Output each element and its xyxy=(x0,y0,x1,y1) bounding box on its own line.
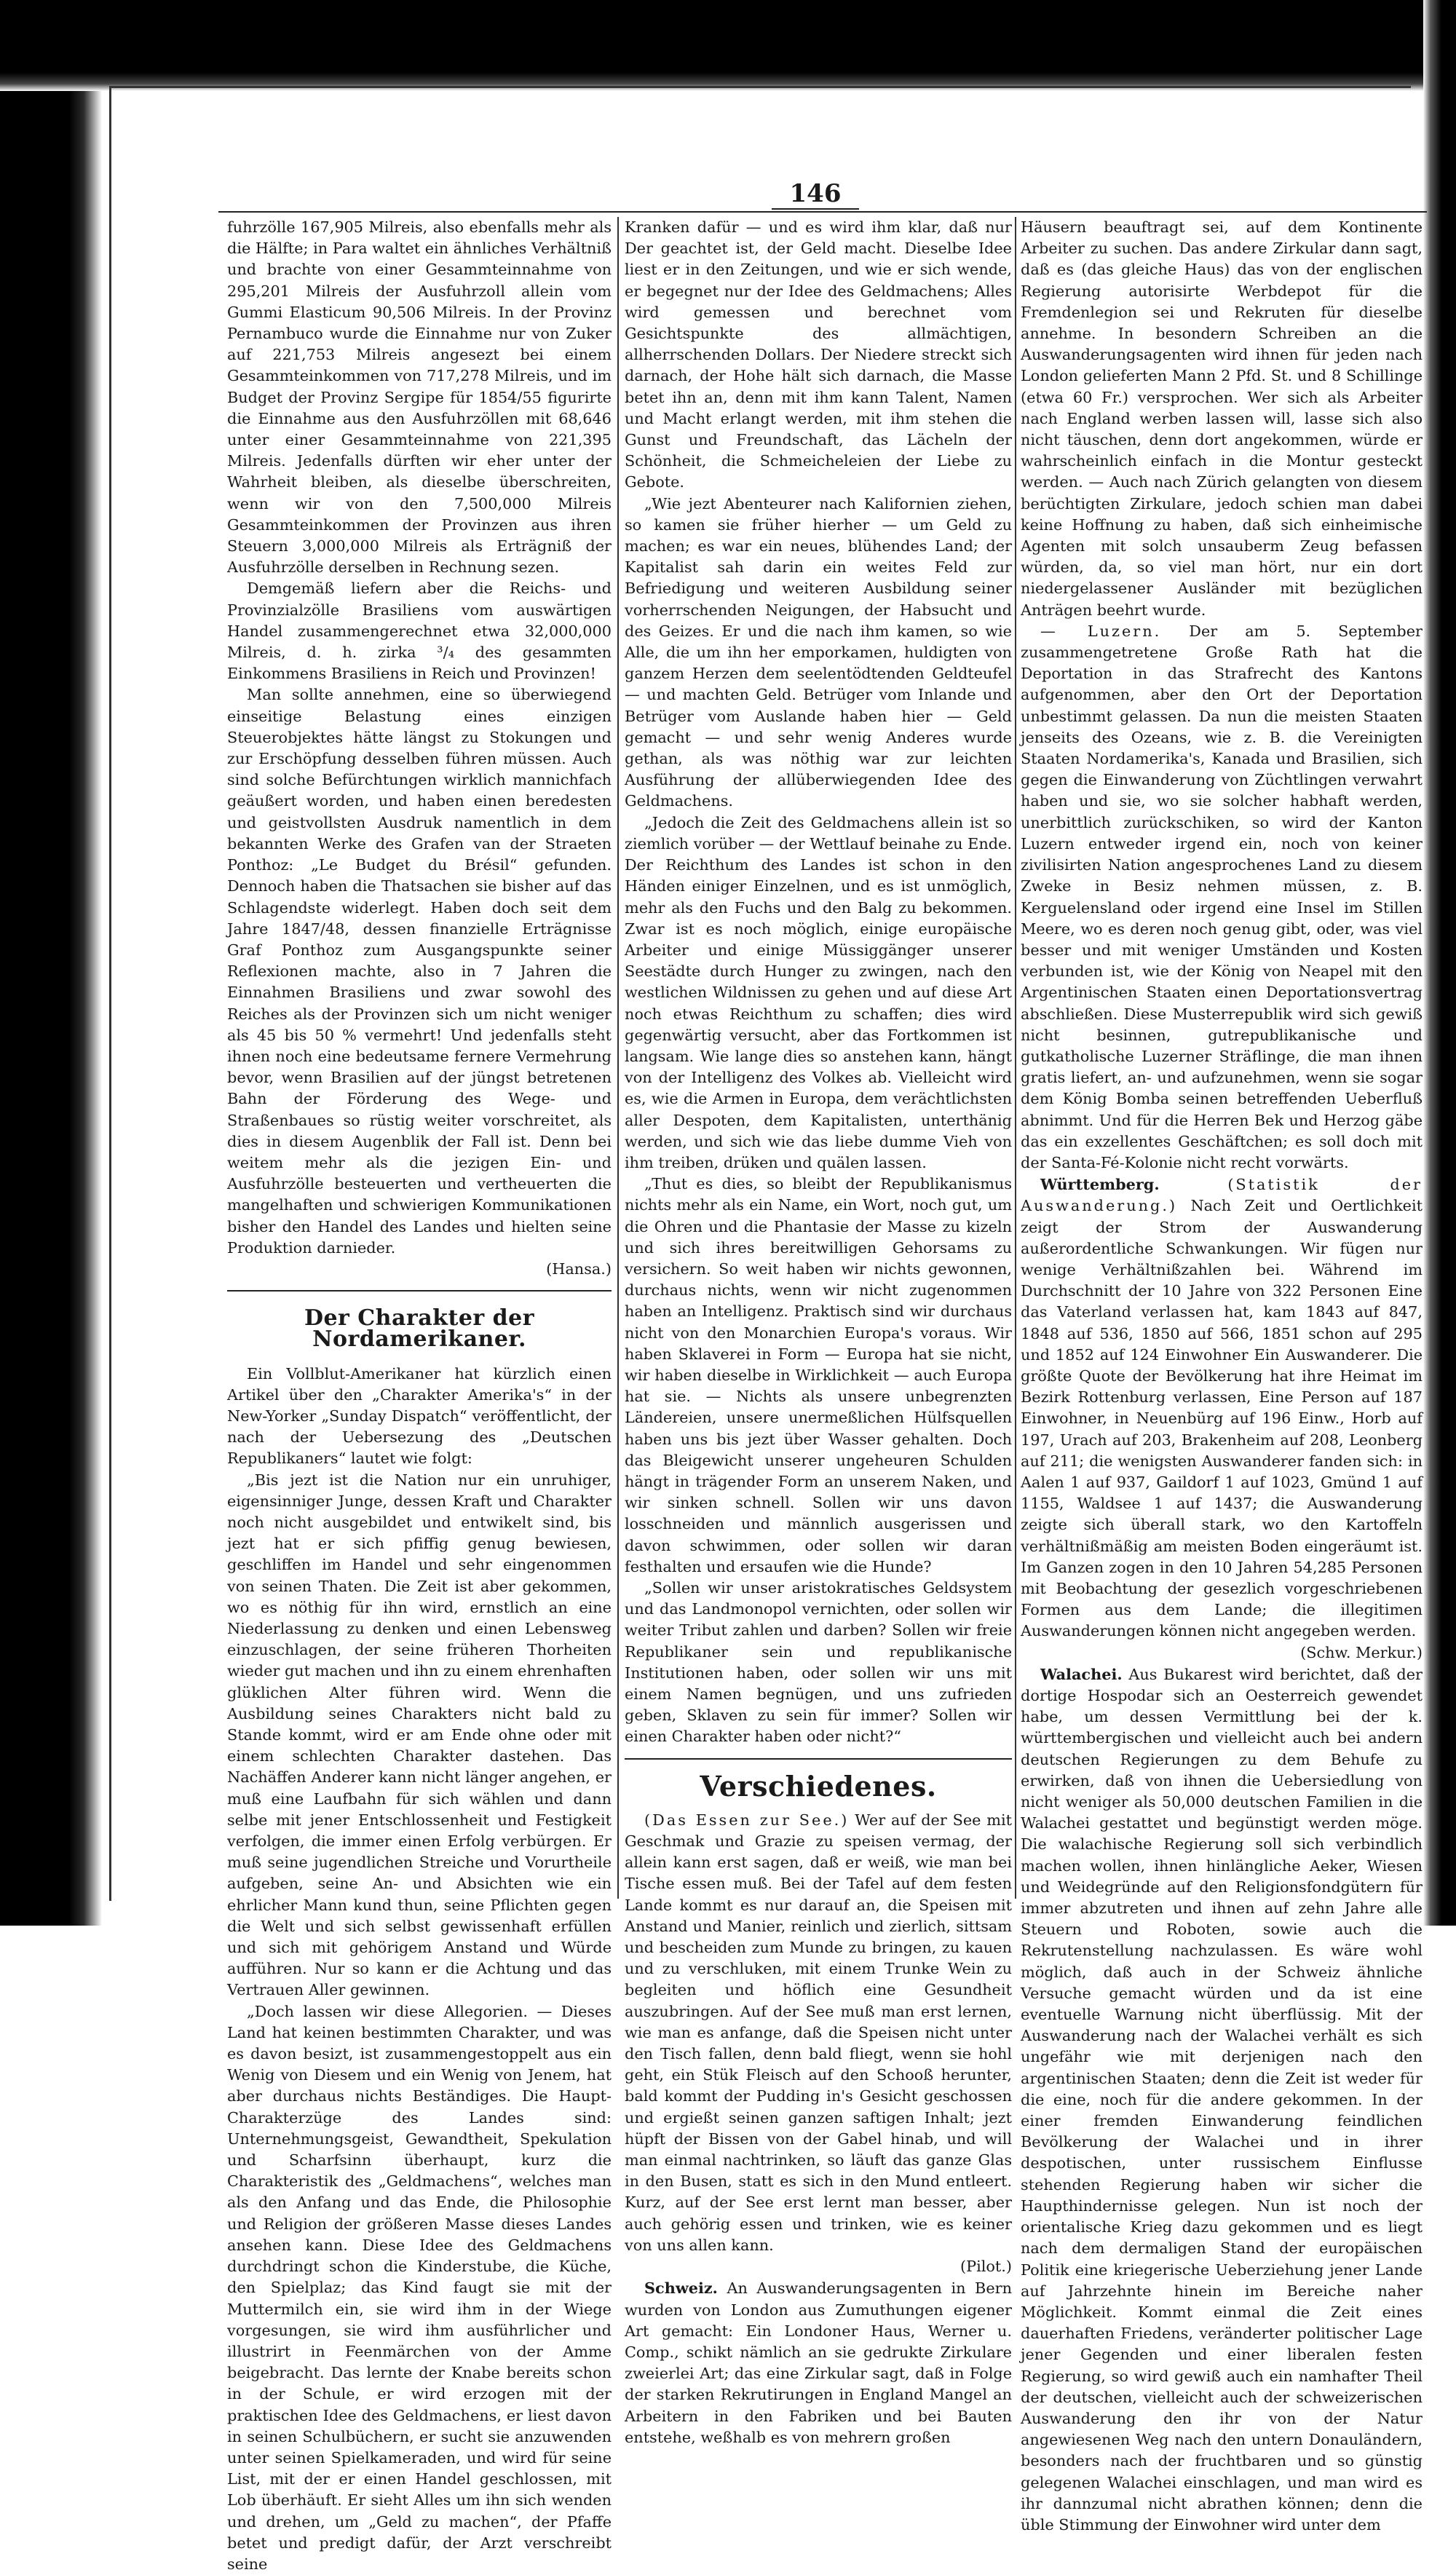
paragraph-text: Wer auf der See mit Geschmak und Grazie zu speisen vermag, der allein kann erst sagen, daß er weiß, wie man bei Tische essen muß. Bei der Tafel auf dem festen Lande kommt es nur darauf an, die Speisen mit Anstand und Manier, reinlich und zierlich, sittsam und bescheiden zum Munde zu bringen, zu kauen und zu verschluken, mit einem Trunke Wein zu begleiten und höflich eine Gesundheit auszubringen. Auf der See muß man erst lernen, wie man es anfange, daß die Speisen nicht unter den Tisch fallen, denn bald fliegt, wenn sie hohl geht, ein Stük Fleisch auf den Schooß herunter, bald kommt der Pudding in's Gesicht geschossen und ergießt seinen ganzen saftigen Inhalt; jezt hüpft der Bissen von der Gabel hinab, und will man einmal nachtrinken, so läuft das ganze Glas in den Busen, statt es sich in den Mund entleert. Kurz, auf der See erst lernt man besser, aber auch gehörig essen und trinken, wie es keiner von uns allen kann. xyxy=(625,1811,1012,2254)
item-heading: Walachei. xyxy=(1040,1664,1123,1683)
paragraph: „Bis jezt ist die Nation nur ein unruhiger, eigensinniger Junge, dessen Kraft und Charakter noch nicht ausgebildet und entwikelt sind, bis jezt hat er sich pfiffig genug bewiesen, geschliffen im Handel und sehr eingenommen von seinen Thaten. Die Zeit ist aber gekommen, wo es nöthig für ihn wird, ernstlich an eine Niederlassung zu denken und einen Lebensweg einzuschlagen, der seine früheren Thorheiten wieder gut machen und ihn zu einem ehrenhaften glüklichen Alter führen wird. Wenn die Ausbildung seines Charakters nicht bald zu Stande kommt, wird er am Ende ohne oder mit einem schlechten Charakter dastehen. Das Nachäffen Anderer kann nicht länger angehen, er muß eine Laufbahn für sich wählen und dann selbe mit jener Entschlossenheit und Festigkeit verfolgen, die immer einen Erfolg verbürgen. Er muß seine jugendlichen Streiche und Vorurtheile aufgeben, seine An- und Absichten wie ein ehrlicher Mann kund thun, seine Pflichten gegen die Welt und sich selbst gewissenhaft erfüllen und sich mit gehörigem Anstand und Würde aufführen. Nur so kann er die Achtung und das Vertrauen Aller gewinnen. xyxy=(227,1471,612,1999)
column-divider xyxy=(1015,217,1016,1899)
paragraph: „Doch lassen wir diese Allegorien. — Dieses Land hat keinen bestimmten Charakter, und was es davon besizt, ist zusammengestoppelt aus ein Wenig von Diesem und ein Wenig von Jenem, hat aber durchaus nichts Beständiges. Die Haupt-Charakterzüge des Landes sind: Unternehmungsgeist, Gewandtheit, Spekulation und Scharfsinn überhaupt, kurz die Charakteristik des „Geldmachens“, welches man als den Anfang und das Ende, die Philosophie und Religion der größeren Masse dieses Landes ansehen kann. Diese Idee des Geldmachens durchdringt schon die Kinderstube, die Küche, den Spielplaz; das Kind faugt sie mit der Muttermilch ein, sie wird ihm in der Wiege vorgesungen, sie wird ihm ausführlicher und illustrirt in Feenmärchen von der Amme beigebracht. Das lernte der Knabe bereits schon in der Schule, er wird erzogen mit der praktischen Idee des Geldmachens, er liest davon in seinen Schulbüchern, er sucht sie anzuwenden unter seinen Spielkameraden, und wird für seine List, mit der er einen Handel geschlossen, mit Lob überhäuft. Er sieht Alles um ihn sich wenden und drehen, um „Geld zu machen“, der Pfaffe betet und predigt dafür, der Arzt verschreibt seine xyxy=(227,2002,612,2573)
paragraph: Ein Vollblut-Amerikaner hat kürzlich einen Artikel über den „Charakter Amerika's“ in der New-Yorker „Sunday Dispatch“ veröffentlicht, der nach der Uebersezung des „Deutschen Republikaners“ lautet wie folgt: xyxy=(227,1364,612,1468)
column-divider xyxy=(617,217,619,1899)
item-subheading: (Statistik der Auswanderung.) xyxy=(1021,1176,1423,1215)
paragraph xyxy=(625,1810,1012,2277)
page-number: 146 xyxy=(772,179,859,210)
paragraph xyxy=(1021,621,1423,1174)
item-heading: Schweiz. xyxy=(644,2279,718,2298)
paragraph-text: Aus Bukarest wird berichtet, daß der dortige Hospodar sich an Oesterreich gewendet habe, um dessen Vermittlung bei der k. württembergischen und vielleicht auch bei andern deutschen Regierungen zu dem Behufe zu erwirken, daß von ihnen die Uebersiedlung von nicht weniger als 50,000 deutschen Familien in die Walachei gestattet und begünstigt werden möge. Die walachische Regierung soll sich verbindlich machen wollen, ihnen hinlängliche Aeker, Wiesen und Weidegründe auf den Religionsfondgütern für immer abzutreten und ihnen auf zehn Jahre alle Steuern und Roboten, sowie auch die Rekrutenstellung nachzulassen. Es wäre wohl möglich, daß auch in der Schweiz ähnliche Versuche gemacht würden und da ist eine eventuelle Warnung nicht überflüssig. Mit der Auswanderung nach der Walachei verhält es sich ungefähr wie mit derjenigen nach den argentinischen Staaten; denn die Zeit ist weder für die eine, noch für die andere gekommen. In der einer fremden Einwanderung feindlichen Bevölkerung der Walachei und in ihrer despotischen, unter russischem Einflusse stehenden Regierung haben wir sicher die Haupthindernisse gelegen. Nun ist noch der orientalische Krieg dazu gekommen und es liegt nach dem dermaligen Stand der europäischen Politik eine kriegerische Ueberziehung jener Lande auf Jahrzehnte hinein im Bereiche naher Möglichkeit. Kommt einmal die Zeit eines dauerhaften Friedens, veränderter politischer Lage jener Gegenden und einer liberalen festen Regierung, so wird gewiß auch ein namhafter Theil der deutschen, vielleicht auch der schweizerischen Auswanderung den ihr von der Natur angewiesenen Weg nach den untern Donauländern, besonders nach der fruchtbaren und so günstig gelegenen Walachei einschlagen, und man wird es ihr dannzumal nicht abrathen können; denn die üble Stimmung der Einwohner wird unter dem xyxy=(1021,1665,1423,2534)
scan-shadow-right xyxy=(1423,0,1456,1926)
paragraph: fuhrzölle 167,905 Milreis, also ebenfalls mehr als die Hälfte; in Para waltet ein ähnliches Verhältniß und brachte von einer Gesammteinnahme von 295,201 Milreis der Ausfuhrzoll allein vom Gummi Elasticum 90,506 Milreis. In der Provinz Pernambuco wurde die Einnahme nur von Zuker auf 221,753 Milreis angesezt bei einem Gesammteinkommen von 717,278 Milreis, und im Budget der Provinz Sergipe für 1854/55 figurirte die Einnahme aus den Ausfuhrzöllen mit 68,646 unter einer Gesammteinnahme von 221,395 Milreis. Jedenfalls dürften wir eher unter der Wahrheit bleiben, als dieselbe überschreiten, wenn wir von den 7,500,000 Milreis Gesammteinkommen der Provinzen aus ihren Steuern 3,000,000 Milreis als Erträgniß der Ausfuhrzölle derselben in Rechnung sezen. xyxy=(227,218,612,577)
paragraph-text: Man sollte annehmen, eine so überwiegend einseitige Belastung eines einzigen Steuerobjektes hätte längst zu Stokungen und zur Erschöpfung desselben führen müssen. Auch sind solche Befürchtungen wirklich mannichfach geäußert worden, und haben einen beredesten und geistvollsten Ausdruk namentlich in dem bekannten Werke des Grafen van der Straeten Ponthoz: „Le Budget du Brésil“ gefunden. Dennoch haben die Thatsachen sie bisher auf das Schlagendste widerlegt. Haben doch seit dem Jahre 1847/48, dessen finanzielle Erträgnisse Graf Ponthoz zum Ausgangspunkte seiner Reflexionen machte, also in 7 Jahren die Einnahmen Brasiliens und zwar sowohl des Reiches als der Provinzen sich um nicht weniger als 45 bis 50 % vermehrt! Und jedenfalls steht ihnen noch eine bedeutsame fernere Vermehrung bevor, wenn Brasilien auf der jüngst betretenen Bahn der Förderung des Wege- und Straßenbaues so rüstig weiter vorschreitet, als dies in diesem Augenblik der Fall ist. Denn bei weitem mehr als die jezigen Ein- und Ausfuhrzölle besteuerten und vertheuerten die mangelhaften und schwierigen Kommunikationen bisher den Handel des Landes und hielten seine Produktion darnieder. xyxy=(227,686,612,1257)
paragraph-text: Nach Zeit und Oertlichkeit zeigt der Strom der Auswanderung außerordentliche Schwankungen. Wir fügen nur wenige Verhältnißzahlen bei. Während im Durchschnitt der 10 Jahre von 322 Personen Eine das Vaterland verlassen hat, kam 1843 auf 847, 1848 auf 536, 1850 auf 566, 1851 schon auf 295 und 1852 auf 124 Einwohner Ein Auswanderer. Die größte Quote der Bevölkerung hat ihre Heimat im Bezirk Rottenburg verlassen, Eine Person auf 187 Einwohner, in Neuenbürg auf 196 Einw., Horb auf 197, Urach auf 203, Brakenheim auf 208, Leonberg auf 211; die wenigsten Auswanderer fanden sich: in Aalen 1 auf 937, Gaildorf 1 auf 1023, Gmünd 1 auf 1155, Waldsee 1 auf 1437; die Auswanderung zeigte sich überall stark, wo den Kartoffeln verhältnißmäßig am meisten Boden eingeräumt ist. Im Ganzen zogen in den 10 Jahren 54,285 Personen mit Beobachtung der gesezlich vorgeschriebenen Formen aus dem Lande; die illegitimen Auswanderungen können nicht angegeben werden. xyxy=(1021,1197,1423,1640)
column-1 xyxy=(227,217,612,2573)
paragraph: Häusern beauftragt sei, auf dem Kontinente Arbeiter zu suchen. Das andere Zirkular dann sagt, daß es (das gleiche Haus) das von der englischen Regierung autorisirte Werbdepot für die Fremdenlegion sei und Rekruten für dieselbe annehme. In besondern Schreiben an die Auswanderungsagenten wird ihnen für jeden nach London gelieferten Mann 2 Pfd. St. und 8 Schillinge (etwa 60 Fr.) versprochen. Wer sich als Arbeiter nach England werben lassen will, lasse sich also nicht täuschen, denn dort angekommen, würde er wahrscheinlich einfach in die Montur gesteckt werden. — Auch nach Zürich gelangten von diesem berüchtigten Zirkulare, jedoch schien man dabei keine Hoffnung zu haben, daß sich einheimische Agenten mit solch unsauberm Zeug befassen würden, da, so viel man hört, nur ein dort niedergelassener Ausländer mit bezüglichen Anträgen beehrt wurde. xyxy=(1021,218,1423,619)
section-rule xyxy=(227,1290,612,1292)
item-heading: (Das Essen zur See.) xyxy=(644,1811,850,1829)
item-heading: Württemberg. xyxy=(1040,1175,1160,1194)
source-note: (Pilot.) xyxy=(960,2258,1012,2276)
paragraph: „Wie jezt Abenteurer nach Kalifornien ziehen, so kamen sie früher hierher — um Geld zu machen; es war ein neues, blühendes Land; der Kapitalist sah darin ein weites Feld zur Befriedigung und weiteren Ausbildung seiner vorherrschenden Neigungen, der Habsucht und des Geizes. Er und die nach ihm kamen, so wie Alle, die um ihn her emporkamen, huldigten von ganzem Herzen dem seelentödtenden Geldteufel — und machten Geld. Betrüger vom Inlande und Betrüger vom Auslande haben hier — Geld gemacht — und sehr wenig Anderes wurde gethan, als was nöthig war zur leichten Ausführung der allüberwiegenden Idee des Geldmachens. xyxy=(625,494,1012,810)
scan-shadow-top xyxy=(0,0,1456,91)
scan-shadow-left xyxy=(0,0,102,1926)
header-rule xyxy=(218,211,1427,213)
paragraph xyxy=(1021,1174,1423,1664)
paragraph: „Jedoch die Zeit des Geldmachens allein ist so ziemlich vorüber — der Wettlauf beinahe zu Ende. Der Reichthum des Landes ist schon in den Händen einiger Einzelnen, und es ist unmöglich, mehr als den Fuchs und den Balg zu bekommen. Zwar ist es noch möglich, einige europäische Arbeiter und einige Müssiggänger unserer Seestädte durch Hunger zu zwingen, nach den westlichen Wildnissen zu gehen und auf diese Art noch etwas Reichthum zu schaffen; dies wird gegenwärtig versucht, aber das Fortkommen ist langsam. Wie lange dies so anstehen kann, hängt von der Intelligenz des Volkes ab. Vielleicht wird es, wie die Armen in Europa, dem verächtlichsten aller Despoten, dem Kapitalisten, unterthänig werden, und sich wie das liebe dumme Vieh von ihm treiben, drüken und quälen lassen. xyxy=(625,813,1012,1171)
column-2 xyxy=(625,217,1012,2446)
section-rule xyxy=(625,1758,1012,1760)
paragraph: „Sollen wir unser aristokratisches Geldsystem und das Landmonopol vernichten, oder sollen wir weiter Tribut zahlen und darben? Sollen wir freie Republikaner sein und republikanische Institutionen haben, oder sollen wir uns mit einem Namen begnügen, und uns zufrieden geben, Sklaven zu sein für immer? Sollen wir einen Charakter haben oder nicht?“ xyxy=(625,1579,1012,1746)
section-title: Verschiedenes. xyxy=(700,1769,937,1803)
item-heading: — Luzern. xyxy=(1040,622,1162,640)
paragraph xyxy=(227,684,612,1280)
source-note: (Hansa.) xyxy=(546,1259,612,1278)
paragraph: Kranken dafür — und es wird ihm klar, daß nur Der geachtet ist, der Geld macht. Dieselbe Idee liest er in den Zeitungen, und wie er sich wende, er begegnet nur der Idee des Geldmachens; Alles wird gemessen und berechnet vom Gesichtspunkte des allmächtigen, allherrschenden Dollars. Der Niedere streckt sich darnach, der Hohe hält sich darnach, die Masse betet ihn an, denn mit ihm kann Talent, Namen und Macht erlangt werden, mit ihm stehen die Gunst und Freundschaft, das Lächeln der Schönheit, die Schmeicheleien der Liebe zu Gebote. xyxy=(625,218,1012,491)
paragraph-text: Der am 5. September zusammengetretene Große Rath hat die Deportation in das Strafrecht des Kantons aufgenommen, aber den Ort der Deportation unbestimmt gelassen. Da nun die meisten Staaten jenseits des Ozeans, wie z. B. die Vereinigten Staaten Nordamerika's, Kanada und Brasilien, sich gegen die Einwanderung von Züchtlingen verwahrt haben und sie, wo sie solcher habhaft werden, unerbittlich zurückschiken, so wird der Kanton Luzern entweder irgend ein, noch von keiner zivilisirten Nation angesprochenes Land zu diesem Zweke in Besiz nehmen müssen, z. B. Kerguelensland oder irgend eine Insel im Stillen Meere, wo es deren noch genug gibt, oder, was viel besser und mit weniger Umständen und Kosten verbunden ist, wie der König von Neapel mit den Argentinischen Staaten einen Deportationsvertrag abschließen. Diese Musterrepublik wird sich gewiß nicht besinnen, gutrepublikanische und gutkatholische Luzerner Sträflinge, die man ihnen gratis liefert, an- und aufzunehmen, wenn sie sogar dem König Bomba seinen betreffenden Ueberfluß abnimmt. Und für die Herren Bek und Herzog gäbe das ein exzellentes Geschäftchen; es soll doch mit der Santa-Fé-Kolonie nicht recht vorwärts. xyxy=(1021,622,1423,1171)
paragraph: „Thut es dies, so bleibt der Republikanismus nichts mehr als ein Name, ein Wort, noch gut, um die Ohren und die Phantasie der Masse zu kizeln und sich ihres bereitwilligen Gehorsams zu versichern. So weit haben wir nichts gewonnen, durchaus nichts, wenn wir nicht zugenommen haben an Intelligenz. Praktisch sind wir durchaus nicht von den Monarchien Europa's voraus. Wir haben Sklaverei in Form — Europa hat sie nicht, wir haben dieselbe in Wirklichkeit — auch Europa hat sie. — Nichts als unsere unbegrenzten Ländereien, unsere unermeßlichen Hülfsquellen haben uns bis jezt über Wasser gehalten. Doch das Bleigewicht unserer ungeheuren Schulden hängt in trägender Form an unserem Naken, und wir sinken schnell. Sollen wir uns davon losschneiden und männlich ausgerissen und davon schwimmen, oder sollen wir daran festhalten und ersaufen wie die Hunde? xyxy=(625,1175,1012,1575)
paragraph-text: An Auswanderungsagenten in Bern wurden von London aus Zumuthungen eigener Art gemacht: Ein Londoner Haus, Werner u. Comp., schikt nämlich an sie gedrukte Zirkulare zweierlei Art; das eine Zirkular sagt, daß in Folge der starken Rekrutirungen in England Mangel an Arbeitern in den Fabriken und bei Bauten entstehe, weßhalb es von mehrern großen xyxy=(625,2279,1012,2446)
source-note: (Schw. Merkur.) xyxy=(1300,1643,1423,1661)
paragraph xyxy=(1021,1664,1423,2536)
column-3 xyxy=(1021,217,1423,2534)
paragraph: Demgemäß liefern aber die Reichs- und Provinzialzölle Brasiliens vom auswärtigen Handel zusammengerechnet etwa 32,000,000 Milreis, d. h. zirka ³/₄ des gesammten Einkommens Brasiliens in Reich und Provinzen! xyxy=(227,580,612,683)
section-title: Der Charakter der Nordamerikaner. xyxy=(304,1305,535,1353)
paragraph xyxy=(625,2277,1012,2448)
